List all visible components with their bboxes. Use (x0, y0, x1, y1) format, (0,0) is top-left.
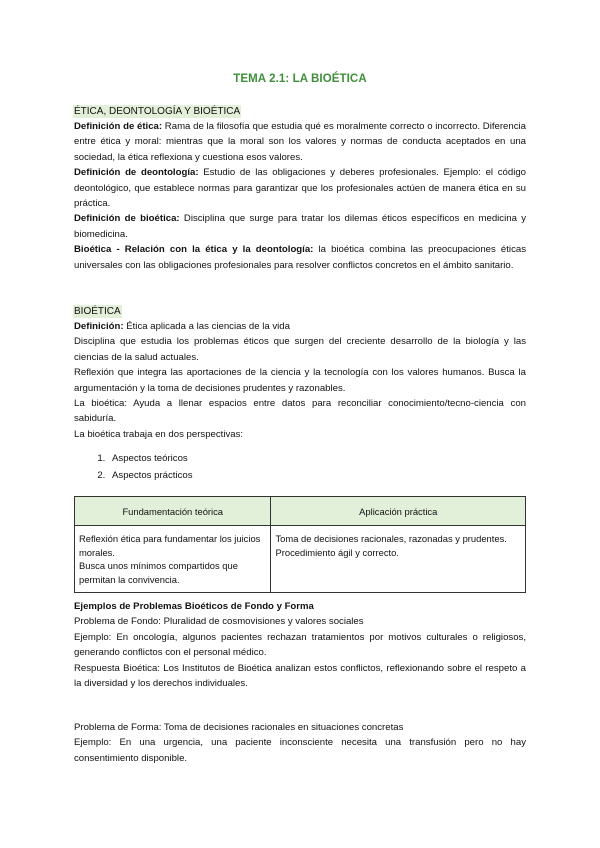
paragraph: Respuesta Bioética: Los Institutos de Bioética analizan estos conflictos, reflexionando sobre el respeto a la diversidad y los derechos individuales. (74, 662, 526, 690)
list-item: 2. Aspectos prácticos (108, 468, 526, 485)
paragraph: Problema de Forma: Toma de decisiones racionales en situaciones concretas (74, 722, 404, 733)
paragraph: Ejemplo: En oncología, algunos pacientes rechazan tratamientos por motivos culturales o religiosos, generando conflictos con el personal médico. (74, 631, 526, 659)
definition-bioetica: Definición de bioética: Disciplina que surge para tratar los dilemas éticos específicos en medicina y biomedicina. (74, 213, 526, 240)
paragraph: La bioética: Ayuda a llenar espacios entre datos para reconciliar conocimiento/tecno-ciencia con sabiduría. (74, 398, 526, 425)
table-header: Aplicación práctica (271, 497, 526, 526)
perspectives-table (74, 496, 526, 593)
paragraph: Reflexión que integra las aportaciones de la ciencia y la tecnología con los valores humanos. Busca la argumentación y la toma de decisiones prudentes y razonables. (74, 367, 526, 394)
table-header: Fundamentación teórica (75, 497, 271, 526)
table-cell: Toma de decisiones racionales, razonadas y prudentes. Procedimiento ágil y correcto. (271, 526, 526, 593)
paragraph: Ejemplo: En una urgencia, una paciente inconsciente necesita una transfusión pero no hay consentimiento disponible. (74, 737, 526, 764)
list-item: 1. Aspectos teóricos (108, 451, 526, 468)
section-etica-deontologia (74, 101, 526, 273)
definition-deontologia: Definición de deontología: Estudio de las obligaciones y deberes profesionales. Ejemplo: el código deontológico, que establece normas para garantizar que los profesionales actúen de manera ética en su práctica. (74, 167, 527, 210)
section-heading: ÉTICA, DEONTOLOGÍA Y BIOÉTICA (74, 106, 241, 117)
relacion-bioetica: Bioética - Relación con la ética y la deontología: la bioética combina las preocupaciones éticas universales con las obligaciones profesionales para resolver conflictos concretos en el ámbito sanitario. (74, 244, 526, 271)
examples-section (74, 599, 526, 691)
paragraph: La bioética trabaja en dos perspectivas: (74, 428, 244, 440)
paragraph: Disciplina que estudia los problemas éticos que surgen del creciente desarrollo de la biología y las ciencias de la salud actuales. (74, 336, 526, 363)
page-title: TEMA 2.1: LA BIOÉTICA (233, 73, 367, 85)
examples-heading: Ejemplos de Problemas Bioéticos de Fondo y Forma (74, 601, 314, 612)
section-heading: BIOÉTICA (74, 306, 121, 317)
table-cell: Reflexión ética para fundamentar los juicios morales. Busca unos mínimos compartidos que permitan la convivencia. (75, 526, 271, 593)
definition-bioetica-aplicada: Definición: Ética aplicada a las ciencias de la vida (74, 321, 290, 332)
definition-etica: Definición de ética: Rama de la filosofía que estudia qué es moralmente correcto o incorrecto. Diferencia entre ética y moral: mientras que la moral son los valores y normas de conducta aceptados en una sociedad, la ética reflexiona y cuestiona esos valores. (74, 121, 526, 163)
perspectives-list (74, 451, 526, 484)
paragraph: Problema de Fondo: Pluralidad de cosmovisiones y valores sociales (74, 616, 364, 628)
section-bioetica (74, 301, 526, 442)
examples-forma (74, 720, 526, 766)
